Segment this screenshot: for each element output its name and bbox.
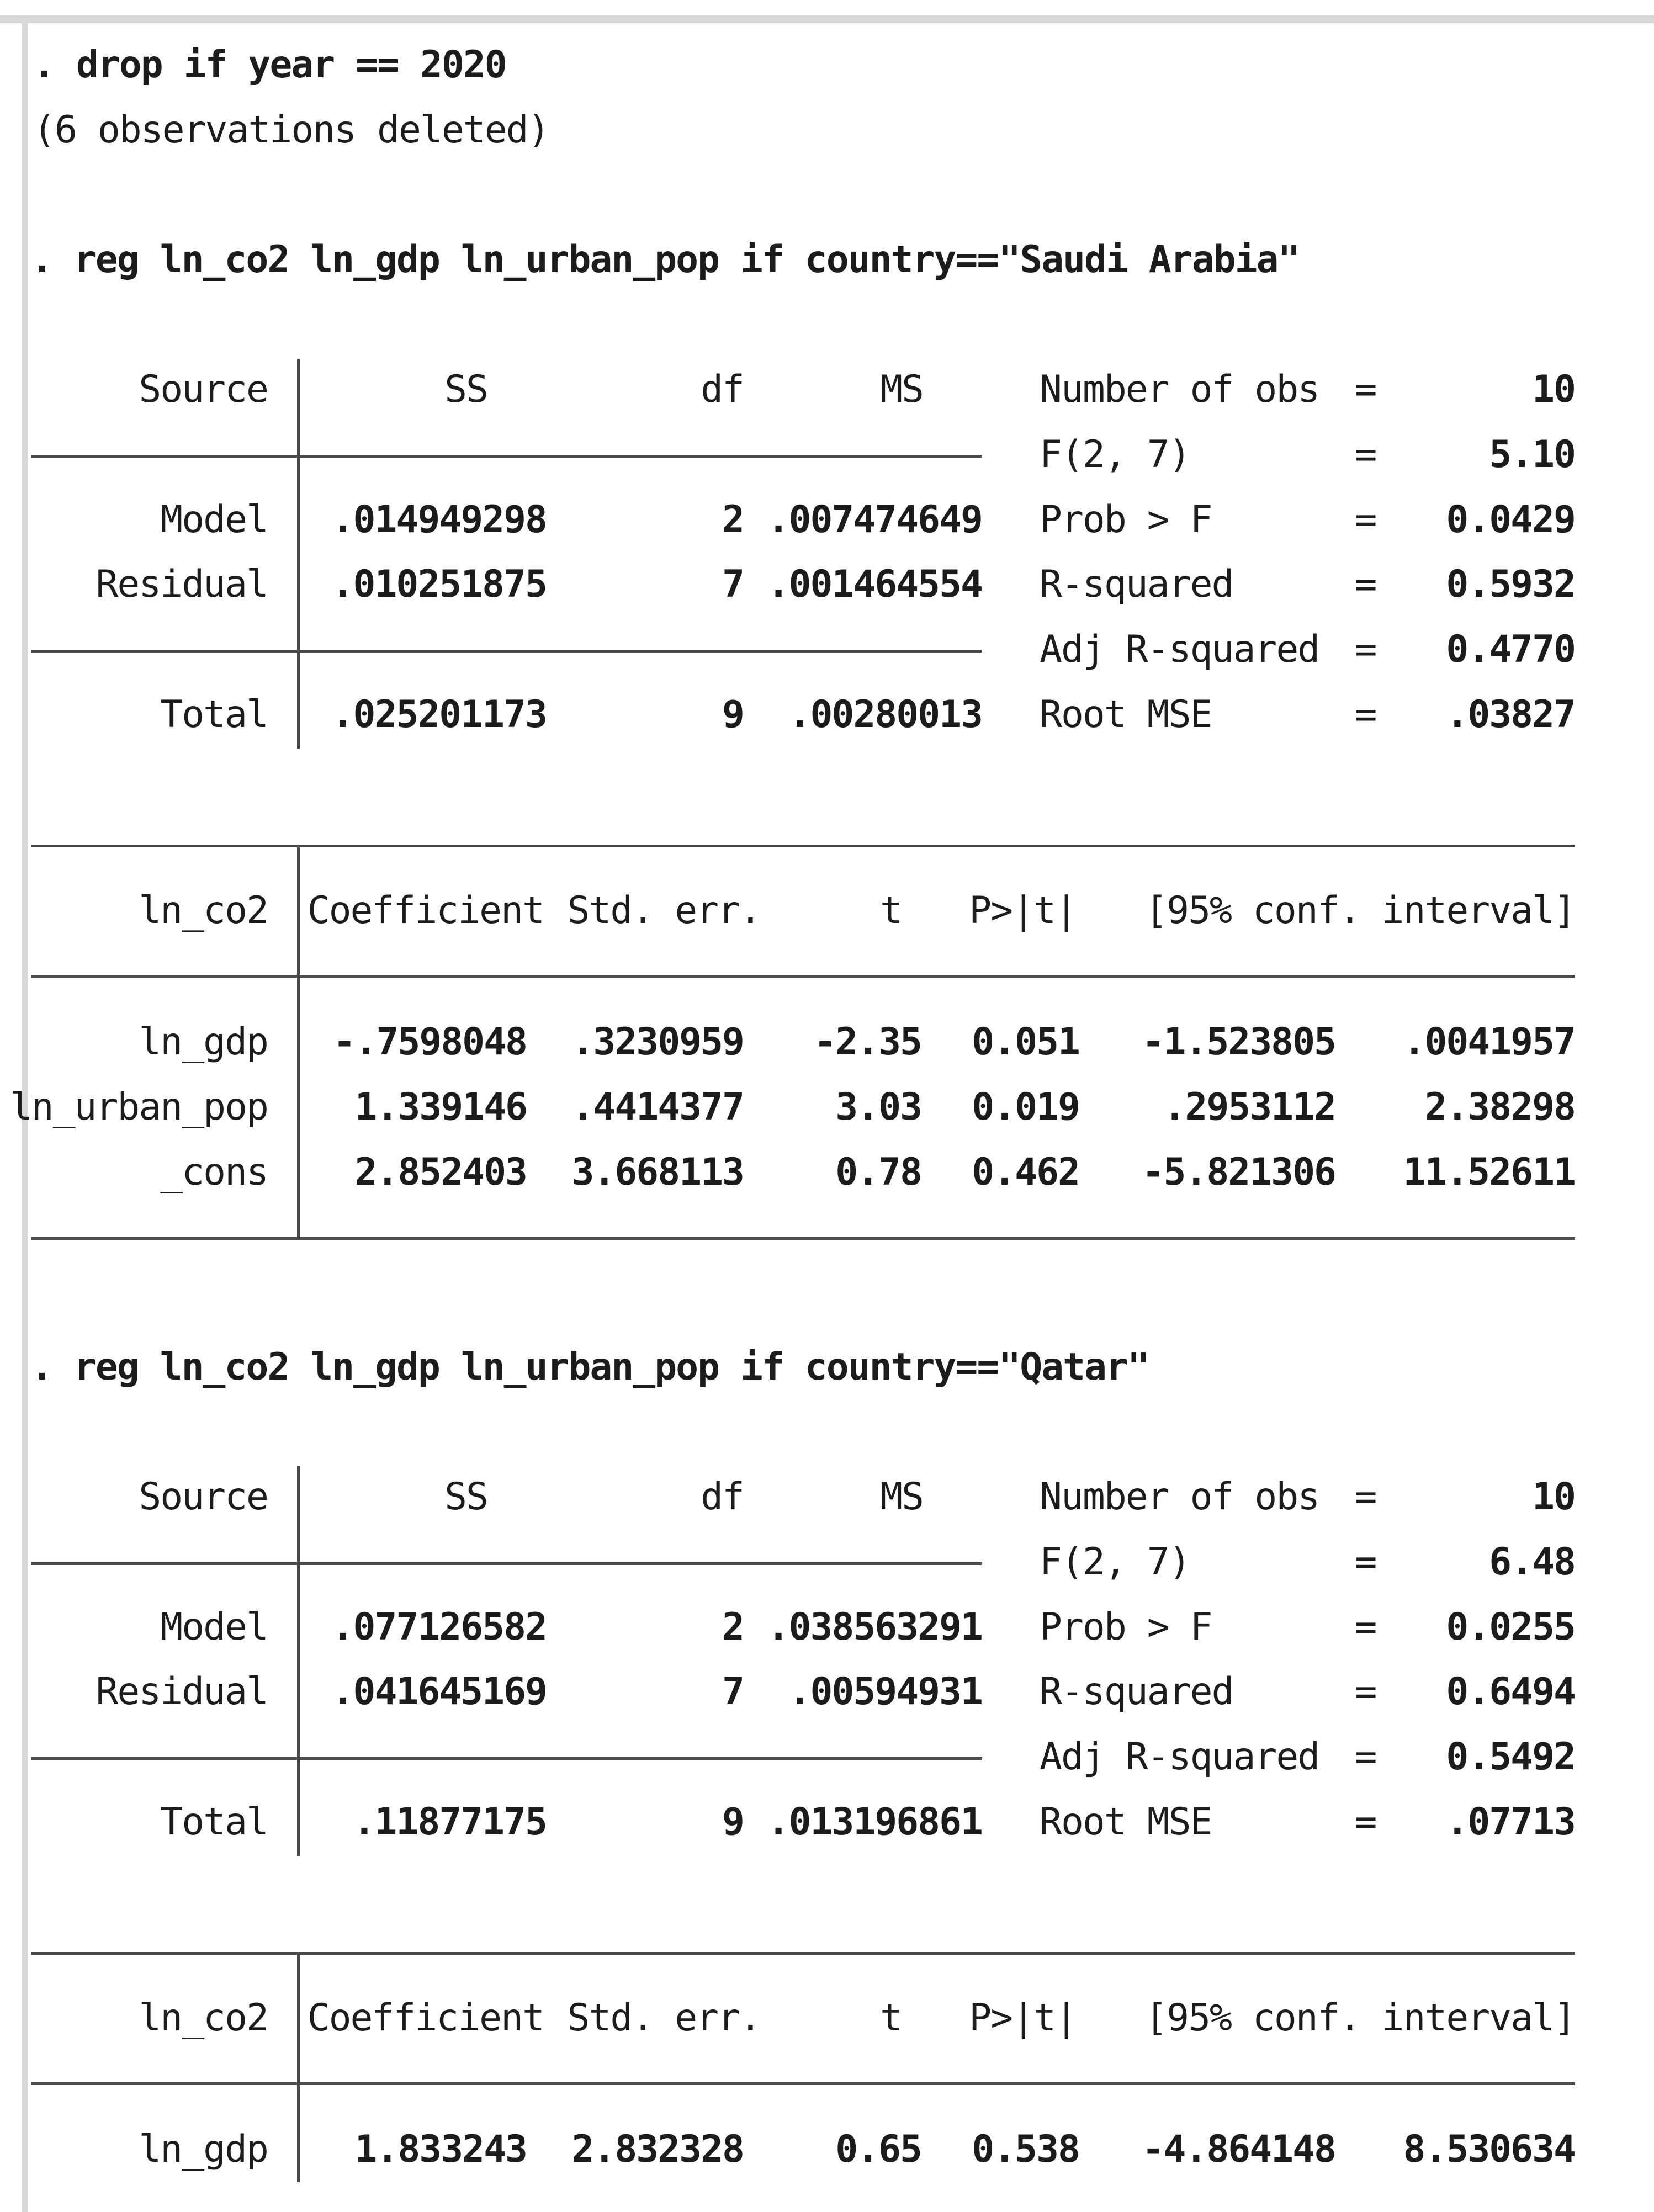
coef-top-rule <box>31 845 1575 847</box>
coef-header-t: t <box>880 1996 902 2040</box>
model-stat-equals: = <box>1354 628 1376 671</box>
anova-total-df: 9 <box>722 1800 744 1844</box>
coef-row-t: 0.65 <box>835 2128 921 2171</box>
model-stat-equals: = <box>1354 1540 1376 1584</box>
coef-header-p: P>|t| <box>969 889 1077 932</box>
coef-column-separator <box>297 1952 300 2182</box>
model-stat-value: 0.6494 <box>1446 1670 1575 1714</box>
model-stat-equals: = <box>1354 1670 1376 1714</box>
coef-header-conf-interval: [95% conf. interval] <box>1145 889 1575 932</box>
message-observations-deleted: (6 observations deleted) <box>33 108 549 152</box>
anova-row-source: Residual <box>96 563 268 606</box>
model-stat-label: Adj R-squared <box>1040 1735 1319 1779</box>
anova-total-rule <box>31 650 982 653</box>
anova-row-ss: .014949298 <box>331 498 547 542</box>
anova-row-ms: .038563291 <box>767 1605 982 1649</box>
anova-row-df: 7 <box>722 563 744 606</box>
model-stat-equals: = <box>1354 1800 1376 1844</box>
coef-row-variable: ln_gdp <box>139 1020 268 1064</box>
anova-column-separator <box>297 359 300 749</box>
coef-row-p: 0.051 <box>972 1020 1079 1064</box>
coef-header-coefficient: Coefficient <box>307 1996 544 2040</box>
coef-row-p: 0.019 <box>972 1085 1079 1129</box>
model-stat-value: 10 <box>1532 368 1575 411</box>
model-stat-label: Adj R-squared <box>1040 628 1319 671</box>
model-stat-label: Number of obs <box>1040 1475 1319 1519</box>
coef-header-rule <box>31 2082 1575 2085</box>
model-stat-equals: = <box>1354 498 1376 542</box>
anova-row-ss: .077126582 <box>331 1605 547 1649</box>
coef-row-t: -2.35 <box>814 1020 921 1064</box>
coef-header-coefficient: Coefficient <box>307 889 544 932</box>
anova-row-ss: .041645169 <box>331 1670 547 1714</box>
coef-header-t: t <box>880 889 902 932</box>
coef-row-std-err: 2.832328 <box>571 2128 744 2171</box>
model-stat-equals: = <box>1354 368 1376 411</box>
model-stat-value: 10 <box>1532 1475 1575 1519</box>
coef-row-std-err: .4414377 <box>571 1085 744 1129</box>
model-stat-equals: = <box>1354 563 1376 606</box>
coef-row-coefficient: 2.852403 <box>354 1150 527 1194</box>
coef-row-variable: ln_gdp <box>139 2128 268 2171</box>
coef-header-p: P>|t| <box>969 1996 1077 2040</box>
model-stat-label: Root MSE <box>1040 693 1212 736</box>
coef-row-p: 0.462 <box>972 1150 1079 1194</box>
coef-header-rule <box>31 975 1575 978</box>
coef-top-rule <box>31 1952 1575 1955</box>
coef-row-variable: ln_urban_pop <box>9 1085 268 1129</box>
model-stat-value: 0.5492 <box>1446 1735 1575 1779</box>
coef-row-std-err: 3.668113 <box>571 1150 744 1194</box>
model-stat-value: 0.0255 <box>1446 1605 1575 1649</box>
anova-row-df: 7 <box>722 1670 744 1714</box>
anova-total-ms: .013196861 <box>767 1800 982 1844</box>
coef-row-ci-lower: -5.821306 <box>1142 1150 1335 1194</box>
anova-header-df: df <box>701 368 744 411</box>
anova-row-ms: .007474649 <box>767 498 982 542</box>
model-stat-label: R-squared <box>1040 563 1233 606</box>
anova-column-separator <box>297 1466 300 1856</box>
model-stat-value: 5.10 <box>1489 433 1575 476</box>
anova-row-df: 2 <box>722 1605 744 1649</box>
model-stat-label: R-squared <box>1040 1670 1233 1714</box>
anova-row-ms: .00594931 <box>788 1670 982 1714</box>
anova-header-rule <box>31 1562 982 1565</box>
coef-row-ci-lower: -4.864148 <box>1142 2128 1335 2171</box>
model-stat-label: F(2, 7) <box>1040 1540 1190 1584</box>
anova-header-ms: MS <box>880 368 923 411</box>
coef-row-ci-lower: -1.523805 <box>1142 1020 1335 1064</box>
model-stat-label: Prob > F <box>1040 1605 1212 1649</box>
coef-header-depvar: ln_co2 <box>139 889 268 932</box>
model-stat-equals: = <box>1354 1475 1376 1519</box>
model-stat-label: Number of obs <box>1040 368 1319 411</box>
model-stat-value: 0.5932 <box>1446 563 1575 606</box>
anova-total-ss: .025201173 <box>331 693 547 736</box>
coef-header-std-err: Std. err. <box>567 889 761 932</box>
coef-header-conf-interval: [95% conf. interval] <box>1145 1996 1575 2040</box>
anova-header-ss: SS <box>444 1475 487 1519</box>
coef-row-p: 0.538 <box>972 2128 1079 2171</box>
coef-row-ci-upper: 8.530634 <box>1403 2128 1575 2171</box>
anova-row-source: Model <box>160 498 268 542</box>
anova-total-df: 9 <box>722 693 744 736</box>
coef-row-coefficient: 1.339146 <box>354 1085 527 1129</box>
coef-row-coefficient: 1.833243 <box>354 2128 527 2171</box>
window-top-border <box>0 15 1654 23</box>
anova-total-rule <box>31 1757 982 1760</box>
coef-row-t: 3.03 <box>835 1085 921 1129</box>
coef-header-depvar: ln_co2 <box>139 1996 268 2040</box>
coef-row-t: 0.78 <box>835 1150 921 1194</box>
anova-header-ss: SS <box>444 368 487 411</box>
model-stat-label: F(2, 7) <box>1040 433 1190 476</box>
model-stat-value: .03827 <box>1446 693 1575 736</box>
model-stat-equals: = <box>1354 433 1376 476</box>
anova-total-ss: .11877175 <box>353 1800 547 1844</box>
coef-row-coefficient: -.7598048 <box>333 1020 527 1064</box>
model-stat-equals: = <box>1354 1735 1376 1779</box>
model-stat-value: 0.0429 <box>1446 498 1575 542</box>
model-stat-label: Prob > F <box>1040 498 1212 542</box>
anova-row-ms: .001464554 <box>767 563 982 606</box>
command-drop: . drop if year == 2020 <box>33 43 506 87</box>
model-stat-equals: = <box>1354 693 1376 736</box>
model-stat-value: 6.48 <box>1489 1540 1575 1584</box>
model-stat-value: .07713 <box>1446 1800 1575 1844</box>
anova-row-source: Residual <box>96 1670 268 1714</box>
coef-row-ci-upper: 11.52611 <box>1403 1150 1575 1194</box>
coef-bottom-rule <box>31 1237 1575 1240</box>
anova-header-rule <box>31 455 982 458</box>
anova-total-ms: .00280013 <box>788 693 982 736</box>
anova-header-df: df <box>701 1475 744 1519</box>
command-regress: . reg ln_co2 ln_gdp ln_urban_pop if country=="Saudi Arabia" <box>31 238 1300 282</box>
anova-total-source: Total <box>160 693 268 736</box>
coef-column-separator <box>297 845 300 1237</box>
anova-row-df: 2 <box>722 498 744 542</box>
command-regress: . reg ln_co2 ln_gdp ln_urban_pop if country=="Qatar" <box>31 1345 1149 1389</box>
anova-total-source: Total <box>160 1800 268 1844</box>
anova-header-ms: MS <box>880 1475 923 1519</box>
model-stat-label: Root MSE <box>1040 1800 1212 1844</box>
anova-header-source: Source <box>139 368 268 411</box>
coef-row-std-err: .3230959 <box>571 1020 744 1064</box>
anova-row-ss: .010251875 <box>331 563 547 606</box>
coef-row-variable: _cons <box>160 1150 268 1194</box>
model-stat-equals: = <box>1354 1605 1376 1649</box>
coef-row-ci-upper: 2.38298 <box>1424 1085 1575 1129</box>
coef-row-ci-upper: .0041957 <box>1403 1020 1575 1064</box>
model-stat-value: 0.4770 <box>1446 628 1575 671</box>
anova-header-source: Source <box>139 1475 268 1519</box>
coef-row-ci-lower: .2953112 <box>1163 1085 1335 1129</box>
coef-header-std-err: Std. err. <box>567 1996 761 2040</box>
anova-row-source: Model <box>160 1605 268 1649</box>
